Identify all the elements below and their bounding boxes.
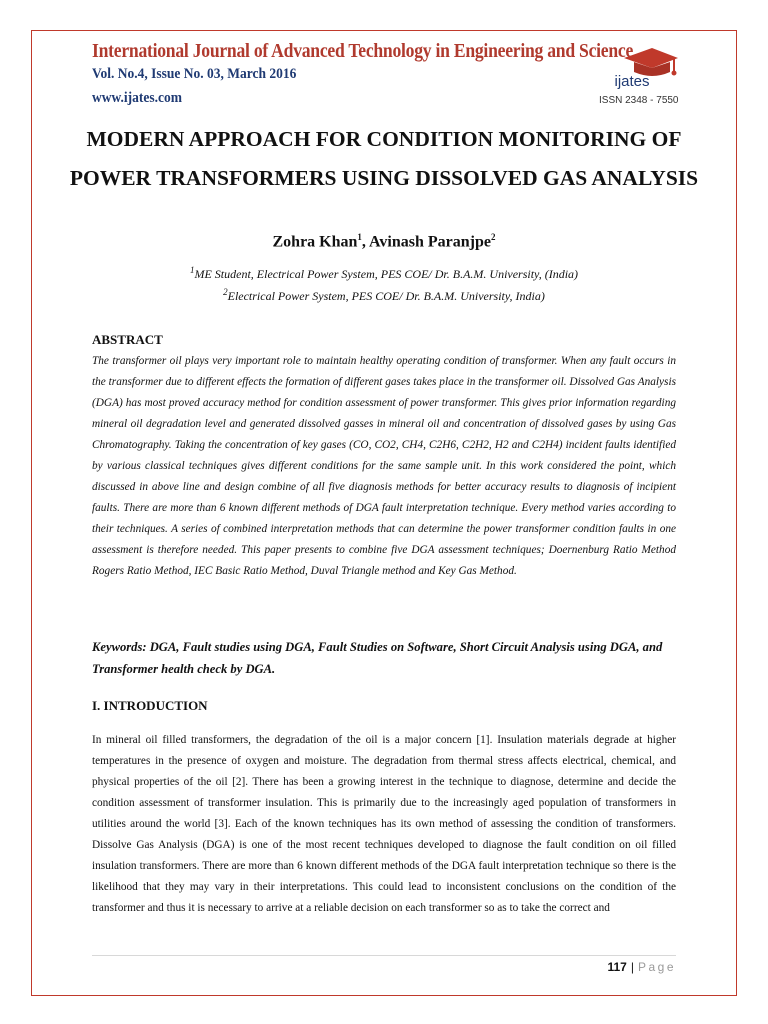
introduction-body: In mineral oil filled transformers, the degradation of the oil is a major concern [1]. Insulation materials degrade at higher temperatures in the presence of oxygen and moisture. The degradation from thermal stress affects electrical, chemical, and physical properties of the oil [2]. There has been a growing interest in the technique to diagnose, determine and decide the condition assessment of transformer insulation. This is primarily due to the increasingly aged population of transformers in utilities around the world [3]. Each of the known techniques has its own method of assessing the condition of transformers. Dissolve Gas Analysis (DGA) is one of the most recent techniques developed to diagnose the fault condition on oil filled insulation transformers. There are more than 6 known different methods of the DGA fault interpretation technique so there is the likelihood that they may vary in their interpretations. This could lead to inconsistent conclusions on the condition of the transformer and thus it is necessary to arrive at a reliable decision on each transformer so as to take the correct and <box>92 734 676 914</box>
author-name: Avinash Paranjpe <box>369 233 491 251</box>
affiliation-text: Electrical Power System, PES COE/ Dr. B.A.M. University, India) <box>227 289 545 303</box>
affiliation <box>60 265 708 282</box>
journal-website: www.ijates.com <box>92 90 182 106</box>
issn: ISSN 2348 - 7550 <box>599 95 679 106</box>
affiliation <box>60 287 708 304</box>
affiliation-text: ME Student, Electrical Power System, PES COE/ Dr. B.A.M. University, (India) <box>194 267 579 281</box>
page-separator: | <box>630 960 634 974</box>
page-footer <box>500 960 676 974</box>
journal-header <box>92 40 682 115</box>
affiliation-superscript: 2 <box>223 287 228 297</box>
abstract-body: The transformer oil plays very important role to maintain healthy operating condition of transformer. When any fault occurs in the transformer due to different effects the formation of different gases takes place in the transformer oil. Dissolved Gas Analysis (DGA) has most proved accuracy method for condition assessment of power transformer. This gives prior information regarding mineral oil degradation level and generated dissolved gasses in mineral oil and concentration of dissolved gases by using Gas Chromatography. Taking the concentration of key gases (CO, CO2, CH4, C2H6, C2H2, H2 and C2H4) incident faults identified by various classical techniques gives different conditions for the same sample unit. In this work considered the point, which discussed in above line and design combine of all five diagnosis methods for better accuracy results to diagnosis of incipient faults. There are more than 6 known different methods of DGA fault interpretation technique. Every method varies according to their techniques. A series of combined interpretation methods that can determine the power transformer condition faults in one assessment is therefore needed. This paper presents to combine five DGA assessment techniques; Doernenburg Ratio Method Rogers Ratio Method, IEC Basic Ratio Method, Duval Triangle method and Key Gas Method. <box>92 355 676 577</box>
keywords: Keywords: DGA, Fault studies using DGA, Fault Studies on Software, Short Circuit Analysis using DGA, and Transformer health check by DGA. <box>92 640 663 676</box>
journal-title: International Journal of Advanced Technology in Engineering and Science <box>92 40 634 62</box>
affiliation-superscript: 1 <box>189 265 195 275</box>
paper-authors <box>60 232 708 251</box>
page-number: 117 <box>607 960 627 974</box>
abstract-heading: ABSTRACT <box>92 332 163 347</box>
author-separator: , <box>361 233 370 251</box>
section-heading: I. INTRODUCTION <box>92 698 208 713</box>
paper-title: MODERN APPROACH FOR CONDITION MONITORING OF POWER TRANSFORMERS USING DISSOLVED GAS ANALYSIS <box>69 127 699 190</box>
issue-info: Vol. No.4, Issue No. 03, March 2016 <box>92 66 297 82</box>
author-name: Zohra Khan <box>272 233 358 251</box>
author-superscript: 1 <box>357 232 362 242</box>
page-label: Page <box>637 960 676 974</box>
author-superscript: 2 <box>490 232 496 242</box>
footer-divider <box>92 955 676 956</box>
journal-logo-text: ijates <box>614 73 650 90</box>
